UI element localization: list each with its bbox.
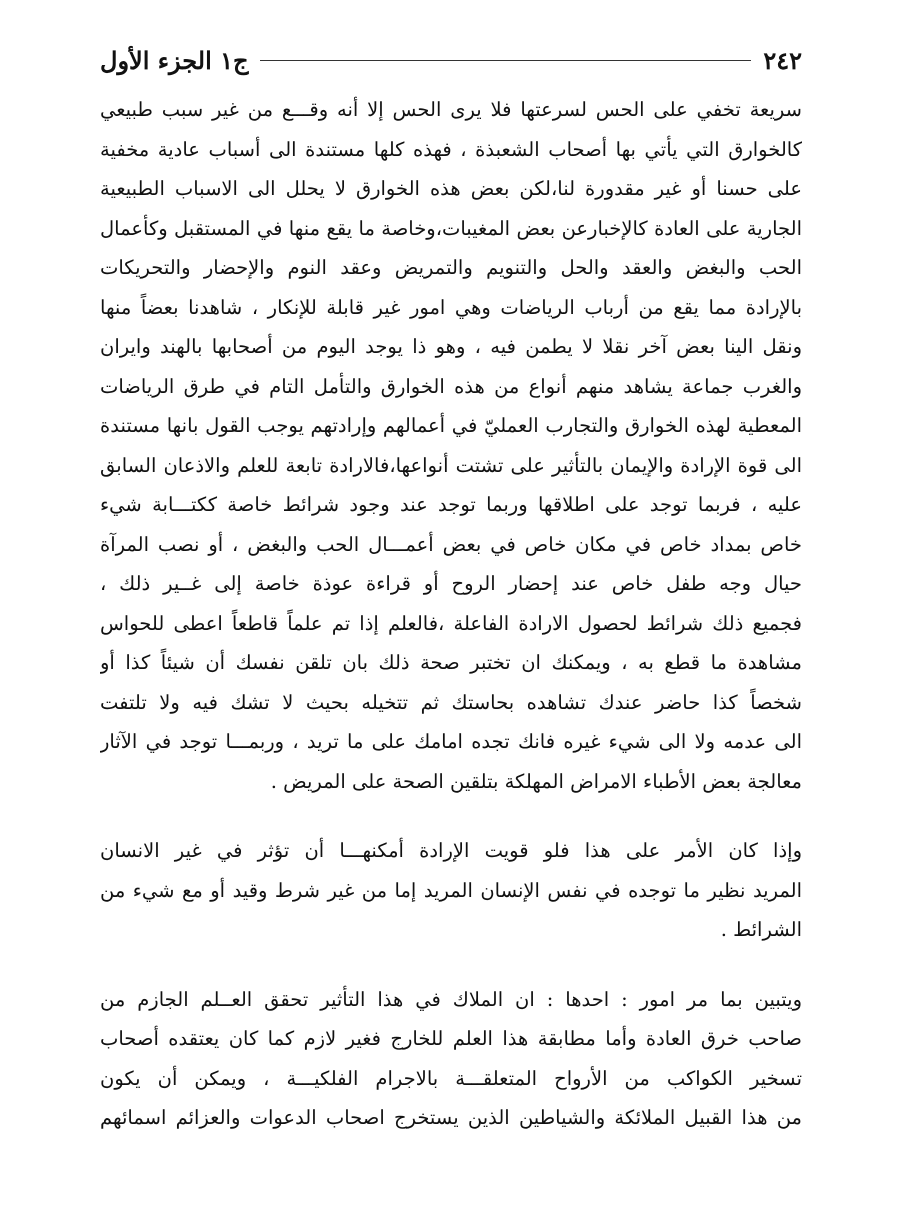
text-line: الى عدمه ولا الى شيء غيره فانك تجده امامك على ما تريد ، وربمـــا توجد في الآثار [100,730,802,753]
text-line: المعطية لهذه الخوارق والتجارب العمليّ في أعمالهم وإرادتهم يوجب القول بانها مستندة [100,414,802,437]
text-line: صاحب خرق العادة وأما مطابقة هذا العلم للخارج فغير لازم كما كان يعتقده أصحاب [100,1027,802,1050]
text-line: سريعة تخفي على الحس لسرعتها فلا يرى الحس إلا أنه وقـــع من غير سبب طبيعي [100,98,802,121]
text-line: كالخوارق التي يأتي بها أصحاب الشعبذة ، فهذه كلها مستندة الى أسباب عادية مخفية [100,137,802,161]
text-line: على حسنا أو غير مقدورة لنا،لكن بعض هذه الخوارق لا يحلل الى الاسباب الطبيعية [100,177,802,200]
text-line: من هذا القبيل الملائكة والشياطين الذين يستخرج اصحاب الدعوات والعزائم اسمائهم [100,1106,802,1129]
paragraph [100,831,802,950]
paragraph [100,90,802,801]
page-body [100,90,802,1138]
text-line: الحب والبغض والعقد والحل والتنويم والتمريض وعقد النوم والإحضار والتحريكات [100,256,802,279]
text-line: ونقل الينا بعض آخر نقلا لا يطمن فيه ، وهو ذا يوجد اليوم من أصحابها بالهند وايران [100,335,802,358]
paragraph-gap [100,950,802,980]
text-line: شخصاً كذا حاضر عندك تشاهده بحاستك ثم تتخيله بحيث لا تشك فيه ولا تلتفت [100,690,802,714]
header-rule [260,60,751,61]
text-line: حيال وجه طفل خاص عند إحضار الروح أو قراءة عوذة خاصة إلى غــير ذلك ، [100,572,802,595]
text-line: معالجة بعض الأطباء الامراض المهلكة بتلقين الصحة على المريض . [270,769,802,793]
text-line: والغرب جماعة يشاهد منهم أنواع من هذه الخوارق والتأمل التام في طرق الرياضات [100,374,802,398]
text-line: الجارية على العادة كالإخبارعن بعض المغيبات،وخاصة ما يقع منها في المستقبل وكأعمال [100,216,802,240]
text-line: الشرائط . [720,918,802,941]
paragraph-gap [100,801,802,831]
text-line: فجميع ذلك شرائط لحصول الارادة الفاعلة ،فالعلم إذا تم علماً قاطعاً اعطى للحواس [100,611,802,635]
text-line: وإذا كان الأمر على هذا فلو قويت الإرادة أمكنهـــا أن تؤثر في غير الانسان [100,839,802,862]
page-number: ٢٤٢ [763,45,802,75]
text-line: خاص بمداد خاص في مكان خاص في بعض أعمـــال الحب والبغض ، أو نصب المرآة [100,532,802,556]
text-line: مشاهدة ما قطع به ، ويمكنك ان تختبر صحة ذلك بان تلقن نفسك أن شيئاً كذا أو [100,651,802,674]
text-line: تسخير الكواكب من الأرواح المتعلقـــة بالاجرام الفلكيـــة ، ويمكن أن يكون [100,1066,802,1090]
page-header [100,36,802,84]
volume-title: ج١ الجزء الأول [100,45,249,75]
text-line: عليه ، فربما توجد على اطلاقها وربما توجد عند وجود شرائط خاصة ككتـــابة شيء [100,493,802,516]
text-line: الى قوة الإرادة والإيمان بالتأثير على تشتت أنواعها،فالارادة تابعة للعلم والاذعان السابق [100,453,802,477]
text-line: المريد نظير ما توجده في نفس الإنسان المريد إما من غير شرط وقيد أو مع شيء من [100,878,802,902]
text-line: ويتبين بما مر امور : احدها : ان الملاك في هذا التأثير تحقق العــلم الجازم من [100,987,802,1011]
paragraph [100,980,802,1138]
text-line: بالإرادة مما يقع من أرباب الرياضات وهي امور غير قابلة للإنكار ، شاهدنا بعضاً منها [100,295,802,319]
